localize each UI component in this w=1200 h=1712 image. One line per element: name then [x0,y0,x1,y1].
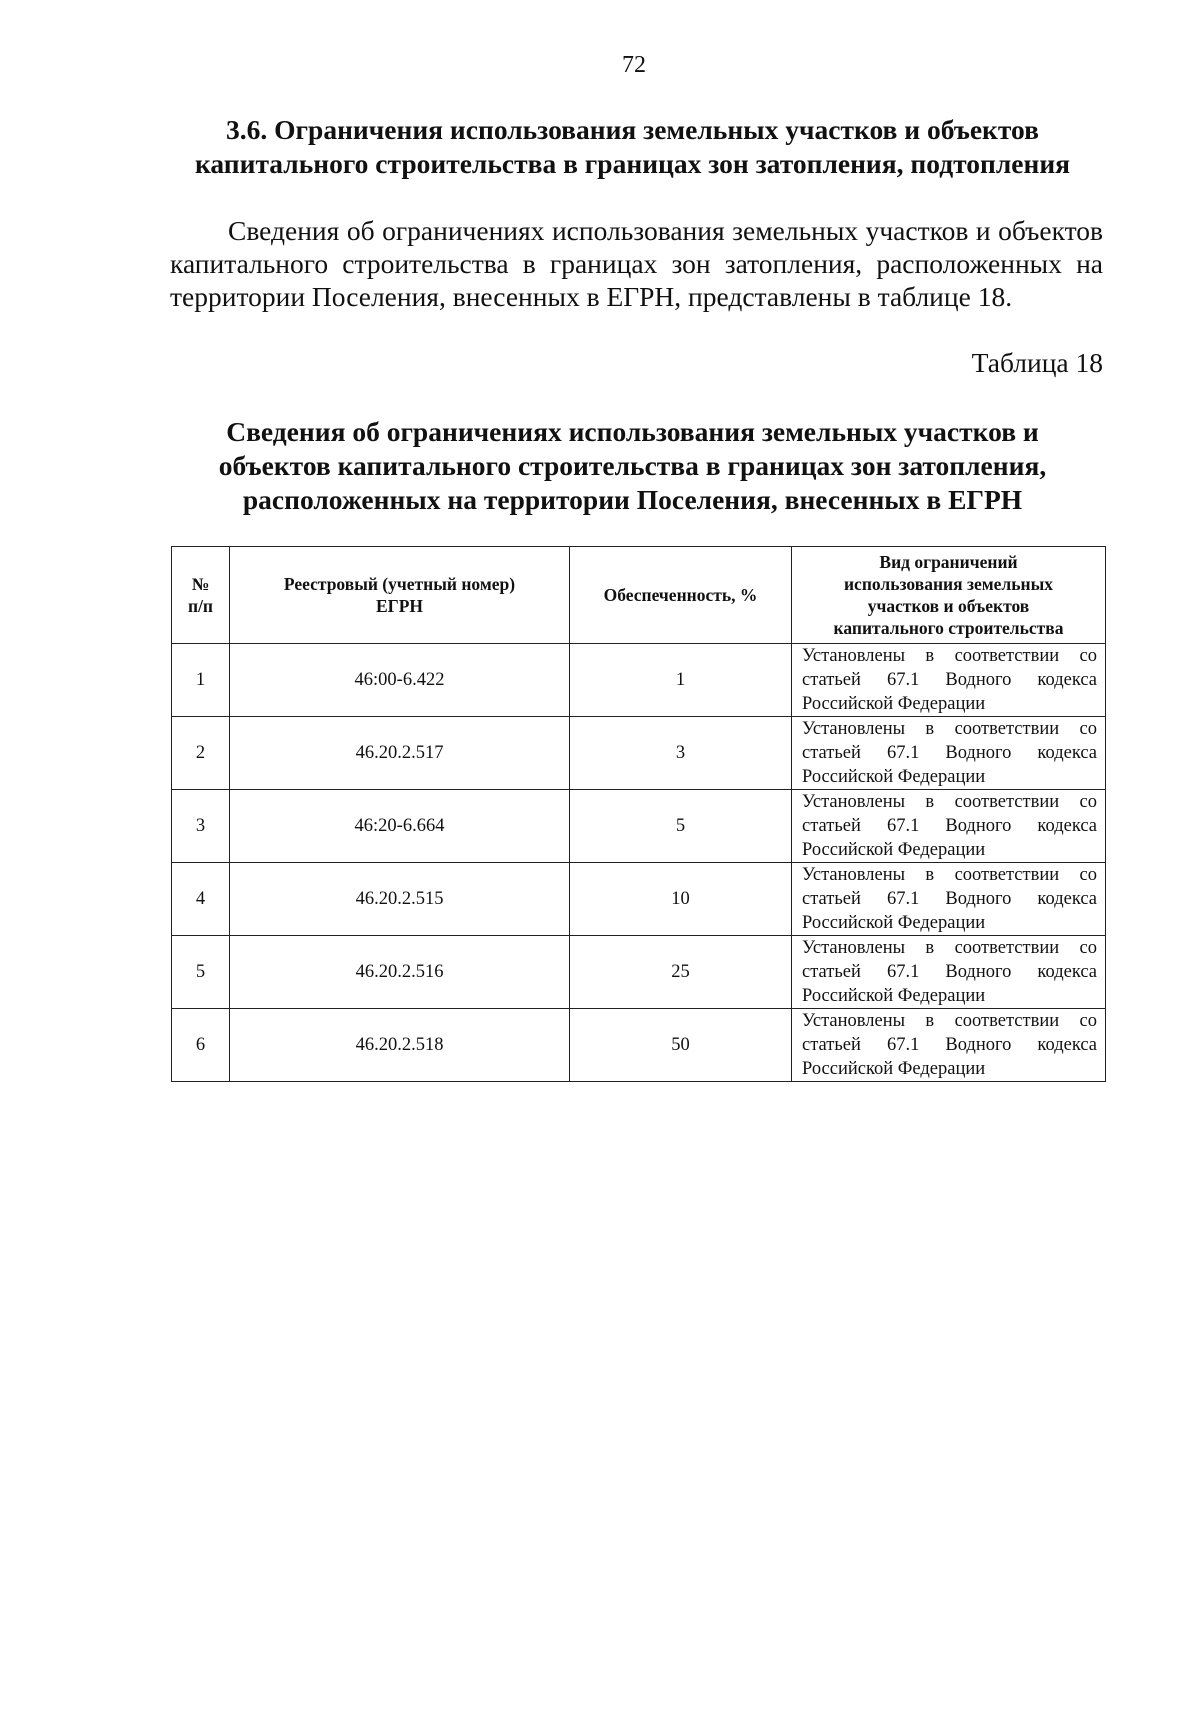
header-text: использования земельных [843,574,1054,594]
header-text: п/п [187,596,214,616]
cell-restriction-kind: Установлены в соответствии со статьей 67.1 Водного кодекса Российской Федерации [792,1009,1106,1082]
table-caption: Таблица 18 [971,347,1103,378]
cell-number: 1 [172,644,230,717]
table-row [172,863,1106,936]
header-text: Вид ограничений [879,552,1018,572]
cell-coverage: 5 [570,790,792,863]
cell-number: 3 [172,790,230,863]
table-title-line: объектов капитального строительства в границах зон затопления, [218,450,1047,481]
section-heading [165,113,1100,181]
cell-registry-number: 46:00-6.422 [230,644,570,717]
table-title-line: расположенных на территории Поселения, внесенных в ЕГРН [242,484,1023,515]
table-row [172,644,1106,717]
header-text: Реестровый (учетный номер) [283,574,516,594]
table-row [172,1009,1106,1082]
cell-coverage: 50 [570,1009,792,1082]
cell-number: 4 [172,863,230,936]
header-text: капитального строительства [833,618,1064,638]
header-text: участков и объектов [867,596,1030,616]
table-row [172,717,1106,790]
table-title-line: Сведения об ограничениях использования земельных участков и [226,416,1039,447]
table-header-row [172,547,1106,644]
table-title [165,415,1100,517]
cell-coverage: 3 [570,717,792,790]
cell-restriction-kind: Установлены в соответствии со статьей 67.1 Водного кодекса Российской Федерации [792,790,1106,863]
header-number [172,547,230,644]
header-text: Обеспеченность, % [603,585,758,605]
cell-restriction-kind: Установлены в соответствии со статьей 67.1 Водного кодекса Российской Федерации [792,936,1106,1009]
table-row [172,936,1106,1009]
cell-registry-number: 46:20-6.664 [230,790,570,863]
cell-restriction-kind: Установлены в соответствии со статьей 67.1 Водного кодекса Российской Федерации [792,644,1106,717]
restrictions-table [171,546,1106,1082]
cell-coverage: 25 [570,936,792,1009]
header-registry-number [230,547,570,644]
cell-number: 6 [172,1009,230,1082]
header-coverage [570,547,792,644]
section-heading-line: капитального строительства в границах зон затопления, подтопления [194,148,1071,179]
section-heading-line: 3.6. Ограничения использования земельных участков и объектов [226,114,1039,145]
header-text: № [191,574,210,594]
cell-restriction-kind: Установлены в соответствии со статьей 67.1 Водного кодекса Российской Федерации [792,863,1106,936]
header-text: ЕГРН [375,596,424,616]
cell-coverage: 10 [570,863,792,936]
cell-number: 2 [172,717,230,790]
cell-coverage: 1 [570,644,792,717]
table-row [172,790,1106,863]
page-number: 72 [622,52,646,78]
cell-registry-number: 46.20.2.516 [230,936,570,1009]
cell-restriction-kind: Установлены в соответствии со статьей 67.1 Водного кодекса Российской Федерации [792,717,1106,790]
cell-registry-number: 46.20.2.517 [230,717,570,790]
cell-registry-number: 46.20.2.518 [230,1009,570,1082]
cell-registry-number: 46.20.2.515 [230,863,570,936]
header-restriction-kind [792,547,1106,644]
cell-number: 5 [172,936,230,1009]
body-paragraph: Сведения об ограничениях использования земельных участков и объектов капитального строительства в границах зон затопления, расположенных на территории Поселения, внесенных в ЕГРН, представлены в таблице 18. [170,215,1103,312]
